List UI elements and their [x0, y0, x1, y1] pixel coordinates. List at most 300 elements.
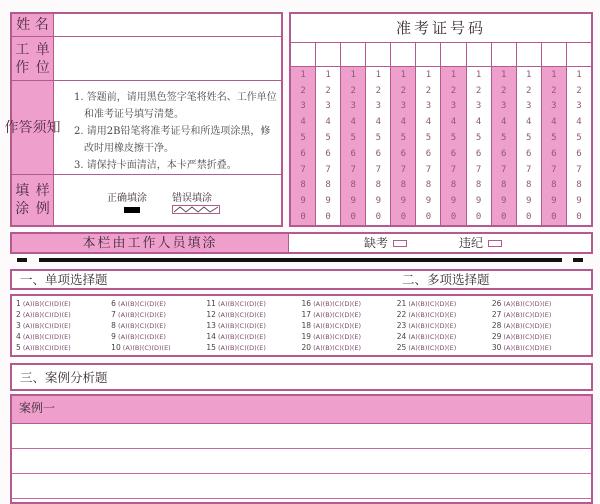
question-number: 18 — [301, 321, 312, 330]
digit-bubble[interactable]: 7 — [325, 164, 331, 175]
answer-line[interactable] — [12, 424, 591, 449]
exam-id-digit-box[interactable] — [391, 43, 415, 67]
digit-bubble[interactable]: 5 — [350, 133, 356, 144]
wrong-fill-label: 错误填涂 — [172, 193, 212, 204]
unit-label — [12, 37, 54, 80]
timing-mark — [573, 258, 583, 262]
digit-bubble[interactable]: 4 — [500, 117, 507, 128]
answer-options[interactable]: (A)(B)(C)(D)(E) — [22, 322, 71, 330]
exam-id-digit-box[interactable] — [341, 43, 365, 67]
digit-bubble[interactable]: 4 — [551, 117, 557, 128]
answer-options[interactable]: (A)(B)(C)(D)(E) — [217, 344, 266, 352]
question-number: 4 — [16, 332, 21, 341]
case-one-title: 案例一 — [12, 396, 591, 424]
question-number: 14 — [206, 332, 216, 341]
question-number: 25 — [396, 343, 407, 352]
digit-bubble[interactable]: 7 — [400, 164, 407, 175]
digit-bubble[interactable]: 2 — [450, 85, 457, 96]
question-number: 24 — [396, 332, 407, 341]
digit-bubble[interactable]: 9 — [425, 196, 432, 207]
digit-bubble[interactable]: 0 — [375, 212, 381, 223]
answer-line[interactable] — [12, 449, 591, 474]
digit-bubble[interactable]: 1 — [400, 69, 407, 80]
question-number: 22 — [396, 310, 407, 319]
answer-options[interactable]: (A)(B)(C)(D)(E) — [313, 344, 362, 352]
question-number: 28 — [491, 321, 502, 330]
digit-bubble[interactable]: 5 — [500, 133, 507, 144]
notice-char: 作 — [4, 119, 19, 136]
exam-id-digit-box[interactable] — [567, 43, 591, 67]
answer-options[interactable]: (A)(B)(C)(D)(E) — [22, 333, 71, 341]
digit-bubble[interactable]: 6 — [350, 148, 356, 159]
digit-bubble[interactable]: 3 — [400, 101, 407, 112]
question-item[interactable] — [492, 321, 587, 330]
digit-bubble[interactable]: 2 — [400, 85, 407, 96]
digit-bubble[interactable]: 7 — [500, 164, 507, 175]
digit-bubble[interactable]: 2 — [300, 85, 306, 96]
question-item[interactable] — [111, 332, 206, 341]
sample-label — [12, 175, 54, 225]
answer-options[interactable]: (A)(B)(C)(D)(E) — [22, 344, 71, 352]
question-number: 2 — [16, 310, 21, 319]
digit-bubble[interactable]: 5 — [300, 133, 306, 144]
answer-options[interactable]: (A)(B)(C)(D)(E) — [118, 300, 166, 308]
digit-bubble[interactable]: 3 — [325, 101, 331, 112]
digit-bubble[interactable]: 5 — [475, 133, 482, 144]
exam-id-digit-box[interactable] — [416, 43, 440, 67]
digit-bubble[interactable]: 3 — [425, 101, 432, 112]
digit-bubble[interactable]: 7 — [450, 164, 457, 175]
digit-bubble[interactable]: 6 — [475, 148, 482, 159]
digit-bubble[interactable]: 8 — [400, 180, 407, 191]
digit-bubble[interactable]: 4 — [475, 117, 482, 128]
question-item[interactable] — [206, 343, 301, 352]
answer-options[interactable]: (A)(B)(C)(D)(E) — [503, 333, 552, 341]
digit-bubble[interactable]: 2 — [350, 85, 356, 96]
digit-bubbles — [366, 67, 390, 225]
digit-bubble[interactable]: 7 — [475, 164, 482, 175]
digit-bubble[interactable]: 8 — [526, 180, 532, 191]
exam-id-column — [492, 43, 517, 225]
exam-id-column — [341, 43, 366, 225]
exam-id-digit-box[interactable] — [542, 43, 566, 67]
exam-id-digit-box[interactable] — [441, 43, 465, 67]
question-item[interactable] — [397, 310, 492, 319]
question-column — [16, 298, 111, 353]
question-item[interactable] — [302, 343, 397, 352]
question-item[interactable] — [492, 332, 587, 341]
question-number: 1 — [16, 299, 21, 308]
digit-bubble[interactable]: 4 — [375, 117, 381, 128]
question-item[interactable] — [397, 343, 492, 352]
digit-bubble[interactable]: 8 — [450, 180, 457, 191]
exam-id-column — [517, 43, 542, 225]
notice-char: 知 — [46, 119, 61, 136]
digit-bubble[interactable]: 9 — [400, 196, 407, 207]
exam-id-digit-box[interactable] — [291, 43, 315, 67]
question-item[interactable] — [206, 321, 301, 330]
violation-checkbox[interactable] — [488, 240, 502, 247]
question-item[interactable] — [111, 343, 206, 352]
digit-bubble[interactable]: 7 — [375, 164, 381, 175]
violation-label: 违纪 — [459, 236, 484, 250]
digit-bubble[interactable]: 0 — [551, 212, 557, 223]
question-item[interactable] — [16, 310, 111, 319]
exam-id-column — [291, 43, 316, 225]
exam-id-column — [441, 43, 466, 225]
question-number: 7 — [111, 310, 116, 319]
answer-options[interactable]: (A)(B)(C)(D)(E) — [408, 344, 457, 352]
digit-bubble[interactable]: 9 — [300, 196, 306, 207]
question-number: 6 — [111, 299, 116, 308]
digit-bubble[interactable]: 6 — [500, 148, 507, 159]
digit-bubble[interactable]: 0 — [325, 212, 331, 223]
digit-bubble[interactable]: 6 — [300, 148, 306, 159]
digit-bubble[interactable]: 1 — [425, 69, 432, 80]
question-number: 10 — [111, 343, 121, 352]
digit-bubble[interactable]: 3 — [526, 101, 532, 112]
digit-bubble[interactable]: 6 — [526, 148, 532, 159]
digit-bubble[interactable]: 9 — [576, 196, 582, 207]
unit-label-line: 工作 — [15, 41, 30, 76]
question-number: 19 — [301, 332, 312, 341]
digit-bubble[interactable]: 3 — [500, 101, 507, 112]
answer-options[interactable]: (A)(B)(C)(D)(E) — [217, 300, 266, 308]
question-item[interactable] — [206, 332, 301, 341]
digit-bubble[interactable]: 6 — [375, 148, 381, 159]
exam-id-digit-box[interactable] — [316, 43, 340, 67]
separator-bar — [39, 258, 562, 262]
notice-char: 须 — [32, 119, 47, 136]
digit-bubble[interactable]: 6 — [400, 148, 407, 159]
case-section-header — [10, 363, 593, 391]
unit-field[interactable] — [54, 37, 281, 80]
instructions — [74, 89, 277, 174]
notice-row — [4, 81, 281, 175]
question-item[interactable] — [397, 299, 492, 308]
digit-bubble[interactable]: 1 — [325, 69, 331, 80]
instruction-2: 2. 请用2B铅笔将准考证号和所选项涂黑，修 — [74, 126, 271, 137]
digit-bubble[interactable]: 0 — [400, 212, 407, 223]
staff-marks — [289, 234, 591, 252]
question-item[interactable] — [397, 332, 492, 341]
digit-bubble[interactable]: 3 — [450, 101, 457, 112]
question-item[interactable] — [492, 343, 587, 352]
digit-bubble[interactable]: 6 — [576, 148, 582, 159]
wrong-fill-sample-icon — [172, 205, 220, 214]
answer-options[interactable]: (A)(B)(C)(D)(E) — [22, 300, 71, 308]
choice-section-header — [10, 269, 593, 290]
digit-bubble[interactable]: 0 — [425, 212, 432, 223]
answer-options[interactable]: (A)(B)(C)(D)(E) — [313, 333, 362, 341]
digit-bubble[interactable]: 2 — [475, 85, 482, 96]
question-number: 17 — [301, 310, 312, 319]
digit-bubble[interactable]: 1 — [375, 69, 381, 80]
digit-bubble[interactable]: 5 — [526, 133, 532, 144]
answer-options[interactable]: (A)(B)(C)(D)(E) — [503, 300, 552, 308]
exam-id-column — [567, 43, 591, 225]
digit-bubble[interactable]: 9 — [350, 196, 356, 207]
digit-bubble[interactable]: 7 — [551, 164, 557, 175]
question-number: 11 — [206, 299, 216, 308]
digit-bubble[interactable]: 0 — [576, 212, 582, 223]
case-section-title: 三、案例分析题 — [20, 370, 108, 385]
absent-checkbox[interactable] — [393, 240, 407, 247]
exam-id-column — [366, 43, 391, 225]
digit-bubble[interactable]: 2 — [375, 85, 381, 96]
digit-bubble[interactable]: 5 — [375, 133, 381, 144]
digit-bubble[interactable]: 0 — [450, 212, 457, 223]
digit-bubble[interactable]: 2 — [325, 85, 331, 96]
question-number: 16 — [301, 299, 312, 308]
digit-bubble[interactable]: 2 — [576, 85, 582, 96]
unit-row — [12, 37, 281, 81]
digit-bubble[interactable]: 1 — [450, 69, 457, 80]
name-field[interactable] — [54, 14, 281, 36]
question-column — [206, 298, 301, 353]
timing-mark — [17, 258, 27, 262]
question-number: 29 — [491, 332, 502, 341]
absent-label: 缺考 — [364, 236, 389, 250]
digit-bubbles — [391, 67, 415, 225]
answer-options[interactable]: (A)(B)(C)(D)(E) — [118, 333, 166, 341]
digit-bubble[interactable]: 9 — [500, 196, 507, 207]
digit-bubble[interactable]: 9 — [551, 196, 557, 207]
question-number: 5 — [16, 343, 21, 352]
digit-bubble[interactable]: 3 — [375, 101, 381, 112]
question-item[interactable] — [492, 299, 587, 308]
digit-bubble[interactable]: 5 — [576, 133, 582, 144]
answer-options[interactable]: (A)(B)(C)(D)(E) — [118, 322, 166, 330]
digit-bubble[interactable]: 1 — [300, 69, 306, 80]
digit-bubble[interactable]: 8 — [375, 180, 381, 191]
digit-bubble[interactable]: 8 — [500, 180, 507, 191]
answer-options[interactable]: (A)(B)(C)(D)(E) — [313, 300, 362, 308]
question-item[interactable] — [302, 299, 397, 308]
digit-bubble[interactable]: 1 — [576, 69, 582, 80]
exam-id-column — [316, 43, 341, 225]
question-item[interactable] — [302, 321, 397, 330]
digit-bubble[interactable]: 1 — [551, 69, 557, 80]
digit-bubble[interactable]: 0 — [300, 212, 306, 223]
digit-bubble[interactable]: 8 — [551, 180, 557, 191]
exam-id-digit-box[interactable] — [517, 43, 541, 67]
digit-bubble[interactable]: 8 — [350, 180, 356, 191]
digit-bubbles — [341, 67, 365, 225]
answer-options[interactable]: (A)(B)(C)(D)(E) — [217, 311, 266, 319]
answer-options[interactable]: (A)(B)(C)(D)(E) — [122, 344, 171, 352]
digit-bubble[interactable]: 8 — [576, 180, 582, 191]
digit-bubble[interactable]: 5 — [551, 133, 557, 144]
digit-bubble[interactable]: 1 — [526, 69, 532, 80]
question-column — [302, 298, 397, 353]
digit-bubble[interactable]: 1 — [500, 69, 507, 80]
digit-bubble[interactable]: 5 — [400, 133, 407, 144]
digit-bubbles — [517, 67, 541, 225]
digit-bubbles — [316, 67, 340, 225]
exam-id-column — [467, 43, 492, 225]
exam-id-column — [542, 43, 567, 225]
digit-bubble[interactable]: 4 — [325, 117, 331, 128]
digit-bubble[interactable]: 2 — [526, 85, 532, 96]
digit-bubble[interactable]: 3 — [300, 101, 306, 112]
digit-bubble[interactable]: 4 — [576, 117, 582, 128]
answer-options[interactable]: (A)(B)(C)(D)(E) — [503, 344, 552, 352]
sample-label-line: 样例 — [35, 183, 50, 217]
question-item[interactable] — [492, 310, 587, 319]
digit-bubble[interactable]: 9 — [325, 196, 331, 207]
answer-options[interactable]: (A)(B)(C)(D)(E) — [408, 322, 457, 330]
answer-options[interactable]: (A)(B)(C)(D)(E) — [313, 322, 362, 330]
instruction-1: 1. 答题前，请用黑色签字笔将姓名、工作单位 — [74, 92, 277, 103]
exam-id-grid — [289, 12, 593, 227]
digit-bubble[interactable]: 3 — [350, 101, 356, 112]
digit-bubble[interactable]: 5 — [450, 133, 457, 144]
digit-bubble[interactable]: 4 — [526, 117, 532, 128]
digit-bubble[interactable]: 4 — [400, 117, 407, 128]
question-item[interactable] — [111, 299, 206, 308]
question-item[interactable] — [16, 343, 111, 352]
absent-mark — [364, 234, 407, 253]
question-item[interactable] — [302, 332, 397, 341]
question-item[interactable] — [111, 310, 206, 319]
answer-line[interactable] — [12, 474, 591, 499]
instruction-1-cont: 和准考证号填写清楚。 — [84, 109, 184, 120]
digit-bubble[interactable]: 8 — [325, 180, 331, 191]
correct-fill-sample-icon — [124, 207, 140, 213]
question-number: 20 — [301, 343, 312, 352]
name-label: 姓 名 — [12, 14, 54, 36]
digit-bubble[interactable]: 3 — [475, 101, 482, 112]
digit-bubble[interactable]: 8 — [425, 180, 432, 191]
digit-bubble[interactable]: 6 — [325, 148, 331, 159]
digit-bubble[interactable]: 9 — [526, 196, 532, 207]
notice-label — [4, 81, 61, 174]
digit-bubbles — [416, 67, 440, 225]
answer-options[interactable]: (A)(B)(C)(D)(E) — [408, 311, 457, 319]
digit-bubbles — [567, 67, 591, 225]
digit-bubble[interactable]: 4 — [300, 117, 306, 128]
digit-bubble[interactable]: 8 — [475, 180, 482, 191]
digit-bubble[interactable]: 7 — [526, 164, 532, 175]
question-item[interactable] — [16, 299, 111, 308]
question-column — [111, 298, 206, 353]
multi-choice-title: 二、多项选择题 — [402, 272, 490, 287]
unit-label-line: 单位 — [35, 41, 50, 76]
question-number: 3 — [16, 321, 21, 330]
digit-bubble[interactable]: 4 — [450, 117, 457, 128]
digit-bubble[interactable]: 7 — [576, 164, 582, 175]
instruction-2-cont: 改时用橡皮擦干净。 — [84, 143, 174, 154]
digit-bubble[interactable]: 1 — [350, 69, 356, 80]
exam-id-title: 准考证号码 — [291, 14, 591, 43]
answer-options[interactable]: (A)(B)(C)(D)(E) — [22, 311, 71, 319]
answer-options[interactable]: (A)(B)(C)(D)(E) — [118, 311, 166, 319]
answer-options[interactable]: (A)(B)(C)(D)(E) — [408, 300, 457, 308]
single-choice-title: 一、单项选择题 — [20, 272, 108, 287]
digit-bubble[interactable]: 0 — [500, 212, 507, 223]
question-number: 8 — [111, 321, 116, 330]
violation-mark — [459, 234, 502, 253]
question-column — [397, 298, 492, 353]
digit-bubble[interactable]: 7 — [425, 164, 432, 175]
digit-bubble[interactable]: 6 — [450, 148, 457, 159]
digit-bubble[interactable]: 2 — [500, 85, 507, 96]
staff-label: 本栏由工作人员填涂 — [12, 234, 289, 252]
answer-options[interactable]: (A)(B)(C)(D)(E) — [217, 333, 266, 341]
notice-char: 答 — [18, 119, 33, 136]
instruction-3: 3. 请保持卡面清洁，本卡严禁折叠。 — [74, 160, 237, 171]
digit-bubble[interactable]: 3 — [576, 101, 582, 112]
digit-bubble[interactable]: 1 — [475, 69, 482, 80]
question-item[interactable] — [111, 321, 206, 330]
digit-bubble[interactable]: 4 — [350, 117, 356, 128]
digit-bubble[interactable]: 4 — [425, 117, 432, 128]
answer-options[interactable]: (A)(B)(C)(D)(E) — [503, 322, 552, 330]
exam-id-column — [416, 43, 441, 225]
staff-row — [10, 232, 593, 254]
choice-answer-area — [10, 294, 593, 357]
exam-id-column — [391, 43, 416, 225]
question-number: 23 — [396, 321, 407, 330]
answer-options[interactable]: (A)(B)(C)(D)(E) — [313, 311, 362, 319]
question-number: 30 — [491, 343, 502, 352]
exam-id-digit-box[interactable] — [366, 43, 390, 67]
digit-bubble[interactable]: 6 — [425, 148, 432, 159]
digit-bubble[interactable]: 2 — [425, 85, 432, 96]
digit-bubble[interactable]: 2 — [551, 85, 557, 96]
question-item[interactable] — [16, 321, 111, 330]
digit-bubbles — [542, 67, 566, 225]
candidate-info-table — [4, 12, 283, 227]
answer-options[interactable]: (A)(B)(C)(D)(E) — [408, 333, 457, 341]
question-item[interactable] — [397, 321, 492, 330]
digit-bubble[interactable]: 0 — [526, 212, 532, 223]
answer-options[interactable]: (A)(B)(C)(D)(E) — [503, 311, 552, 319]
question-item[interactable] — [206, 310, 301, 319]
digit-bubble[interactable]: 3 — [551, 101, 557, 112]
name-row — [12, 14, 281, 37]
question-item[interactable] — [206, 299, 301, 308]
question-number: 26 — [491, 299, 502, 308]
question-item[interactable] — [16, 332, 111, 341]
digit-bubble[interactable]: 0 — [475, 212, 482, 223]
answer-options[interactable]: (A)(B)(C)(D)(E) — [217, 322, 266, 330]
question-item[interactable] — [302, 310, 397, 319]
sample-row — [12, 175, 281, 225]
digit-bubble[interactable]: 8 — [300, 180, 306, 191]
digit-bubble[interactable]: 9 — [450, 196, 457, 207]
digit-bubble[interactable]: 7 — [300, 164, 306, 175]
digit-bubble[interactable]: 0 — [350, 212, 356, 223]
question-number: 9 — [111, 332, 116, 341]
digit-bubble[interactable]: 9 — [375, 196, 381, 207]
digit-bubble[interactable]: 7 — [350, 164, 356, 175]
digit-bubble[interactable]: 5 — [325, 133, 331, 144]
question-number: 21 — [396, 299, 407, 308]
digit-bubble[interactable]: 5 — [425, 133, 432, 144]
digit-bubbles — [467, 67, 491, 225]
question-number: 13 — [206, 321, 216, 330]
digit-bubbles — [291, 67, 315, 225]
exam-id-digit-box[interactable] — [467, 43, 491, 67]
digit-bubbles — [492, 67, 516, 225]
exam-id-digit-box[interactable] — [492, 43, 516, 67]
question-column — [492, 298, 587, 353]
correct-fill-label: 正确填涂 — [107, 193, 147, 204]
digit-bubble[interactable]: 9 — [475, 196, 482, 207]
digit-bubble[interactable]: 6 — [551, 148, 557, 159]
